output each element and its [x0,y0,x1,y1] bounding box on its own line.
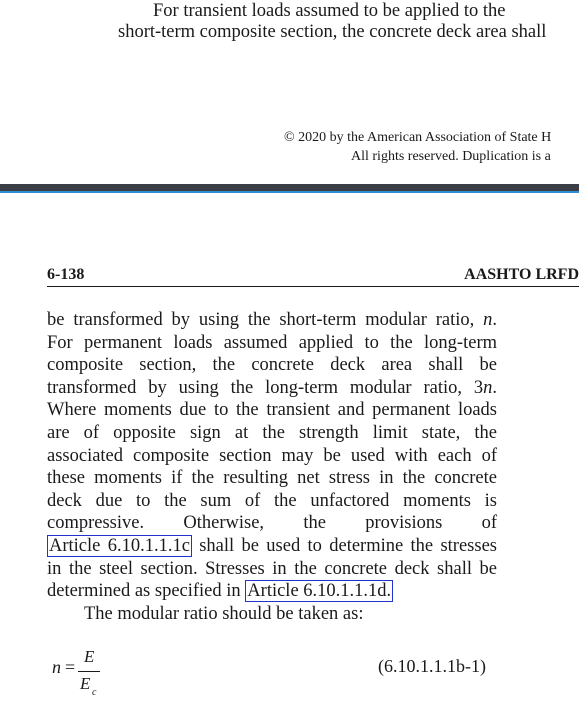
equation-numerator: E [84,647,95,666]
body-line: deck due to the sum of the unfactored moments is [47,490,497,511]
body-line: these moments if the resulting net stress in the concrete [47,468,497,489]
body-line: composite section, the concrete deck area shall be [47,355,497,376]
body-line-rest: shall be used to determine the stresses [191,535,497,556]
equation-equals: = [65,657,76,677]
equation-denominator: E [80,674,91,693]
body-line-start: determined as specified in [47,581,246,602]
body-paragraph [47,309,497,625]
copyright-line-2: All rights reserved. Duplication is a [351,149,551,164]
body-line: be transformed by using the short-term modular ratio, n. [47,310,497,330]
copyright-line-1: © 2020 by the American Association of State H [284,130,552,145]
page-header [47,264,579,287]
page-divider [0,184,579,191]
equation-subscript: c [92,687,97,698]
body-line-with-link [47,580,497,603]
body-line: For permanent loads assumed applied to the long-term [47,332,497,353]
prev-page-line-1: For transient loads assumed to be applied to the [153,1,506,21]
body-line: Where moments due to the transient and permanent loads [47,400,497,421]
page-number: 6-138 [47,266,85,283]
page-divider-accent [0,191,579,193]
article-link-6-10-1-1-1d[interactable]: Article 6.10.1.1.1d. [247,581,392,602]
fraction-bar [78,671,100,672]
body-line: The modular ratio should be taken as: [84,603,364,624]
body-line: are of opposite sign at the strength limit state, the [47,422,497,443]
body-line: in the steel section. Stresses in the concrete deck shall be [47,558,497,579]
article-link-6-10-1-1-1c[interactable]: Article 6.10.1.1.1c [49,535,190,556]
equation-lhs: n [52,657,61,677]
prev-page-line-2: short-term composite section, the concrete deck area shall [118,22,547,42]
header-title: AASHTO LRFD [464,266,579,283]
body-line: associated composite section may be used with each of [47,445,497,466]
equation-number: (6.10.1.1.1b-1) [378,656,486,676]
body-line-with-link [47,535,497,558]
body-line: compressive. Otherwise, the provisions of [47,513,497,534]
body-line: transformed by using the long-term modular ratio, 3n. [47,377,497,398]
